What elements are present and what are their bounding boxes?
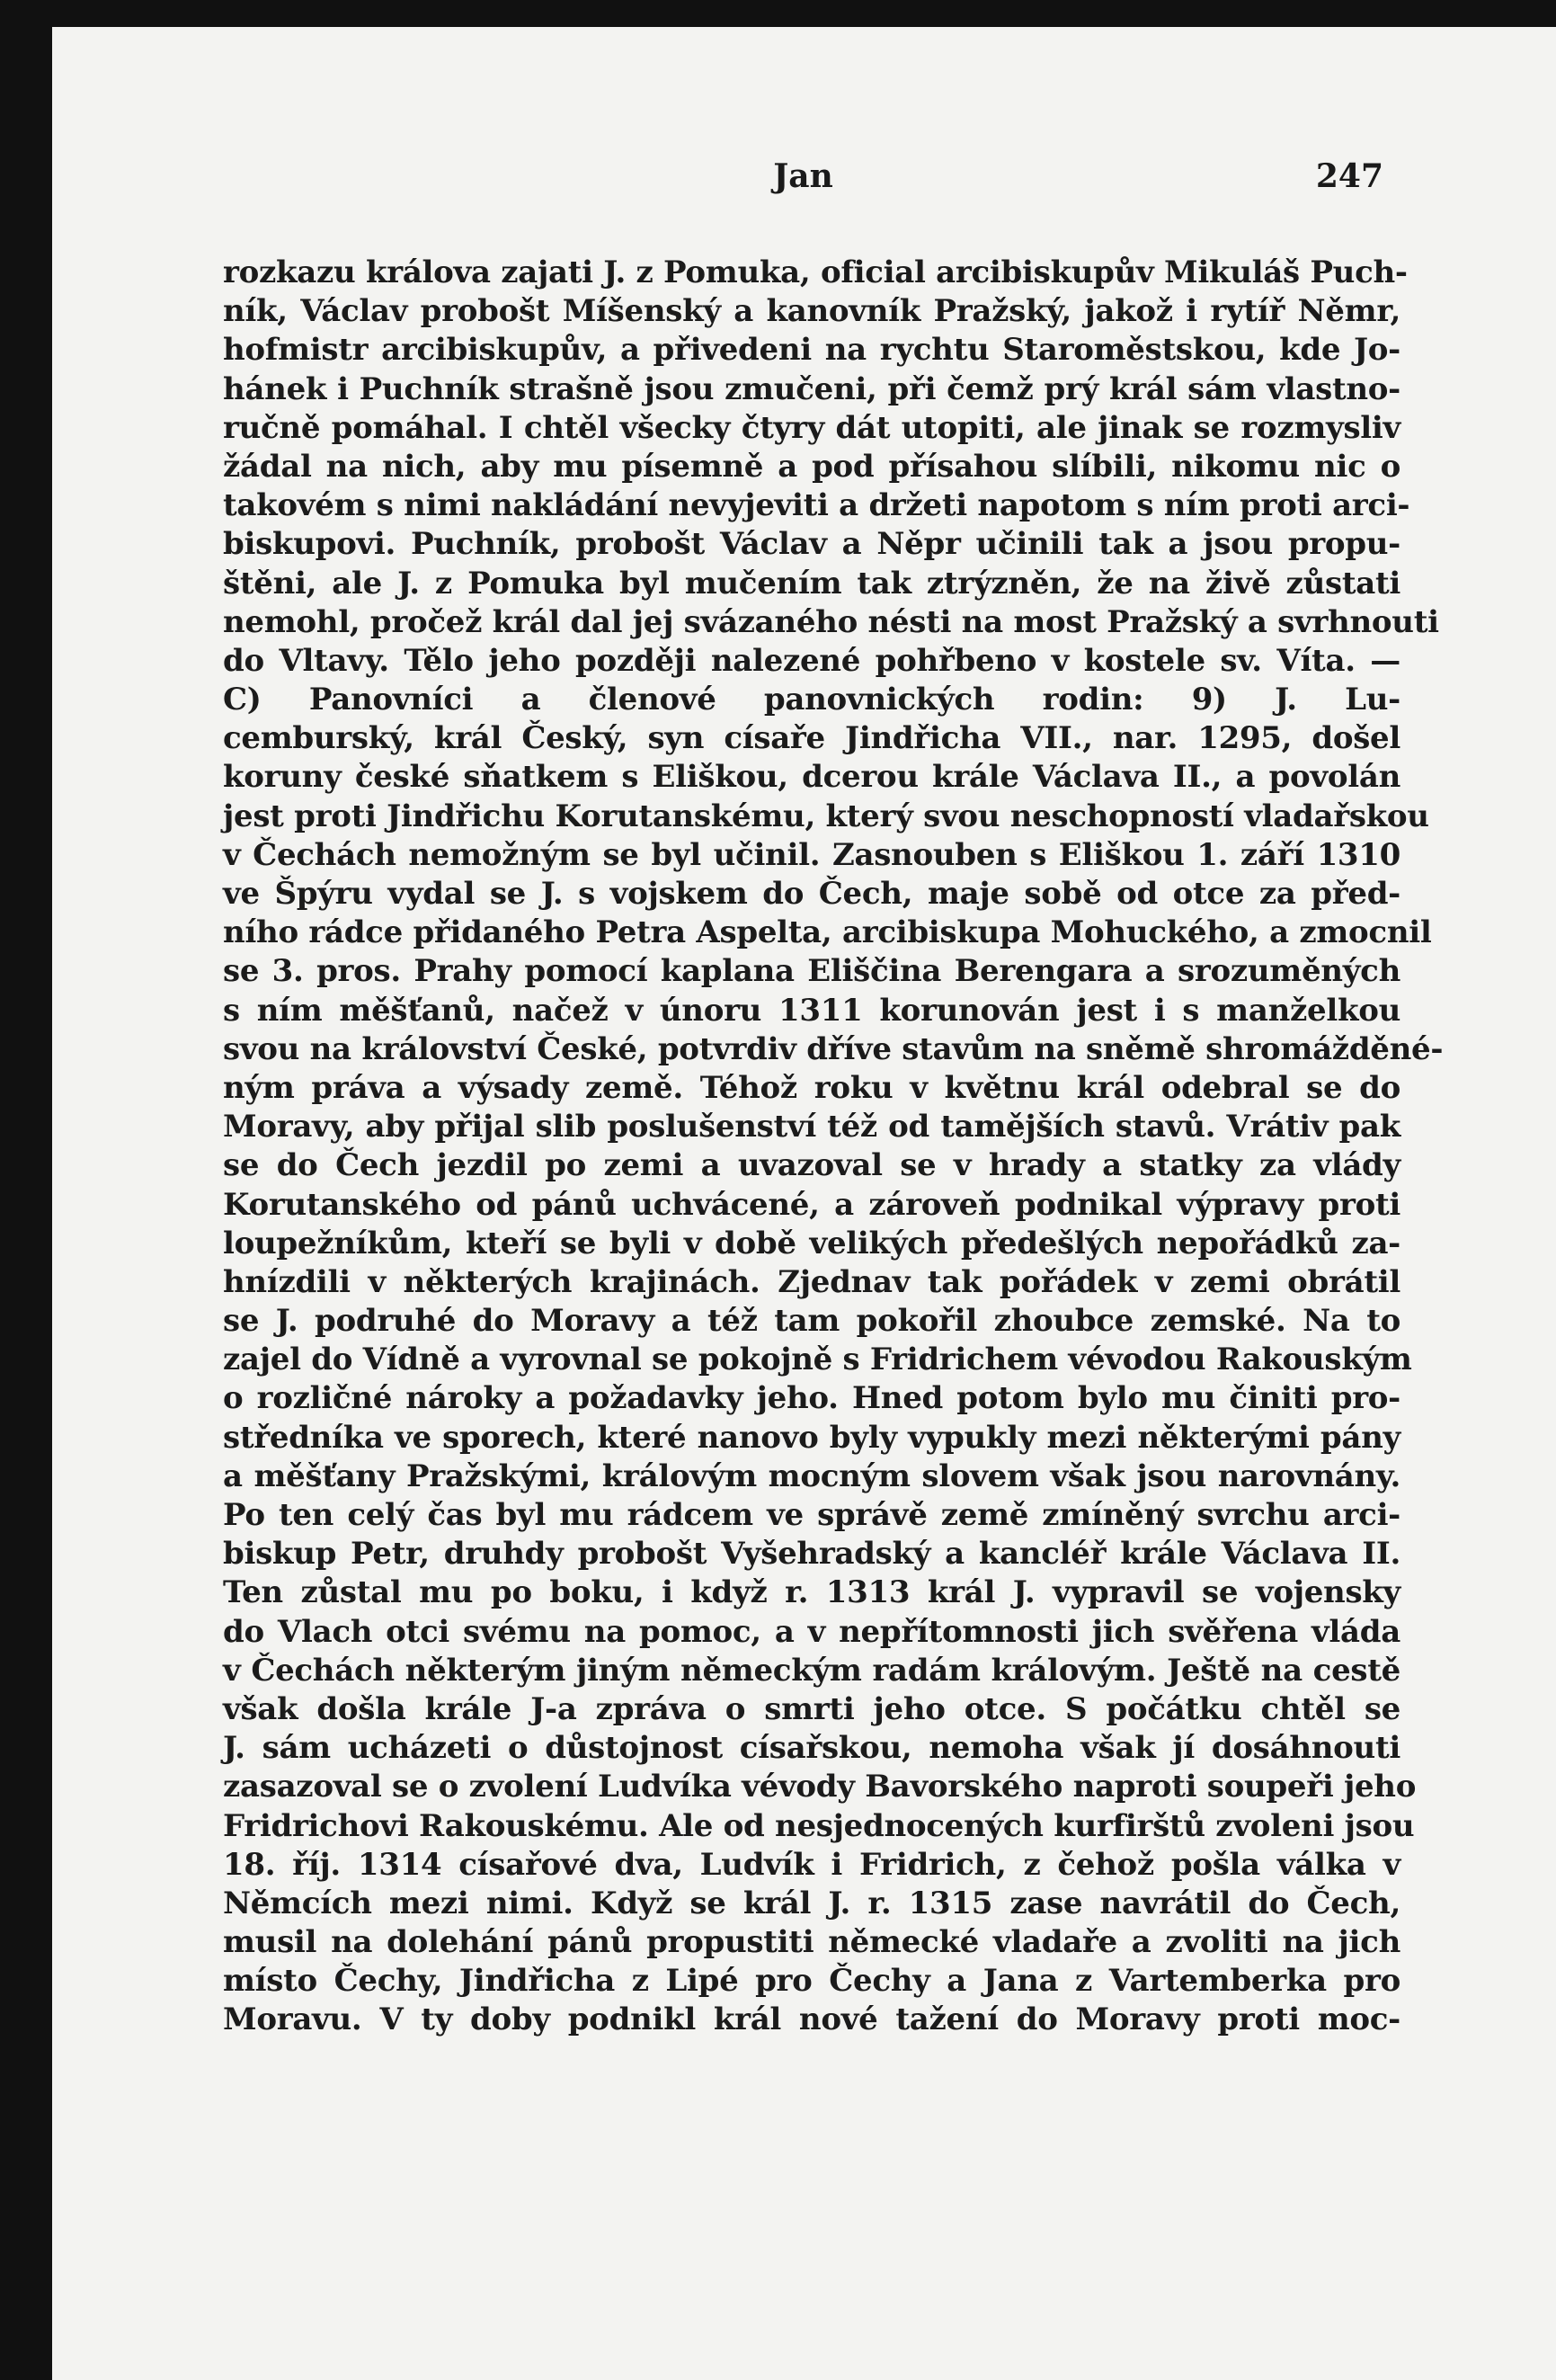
text-line: biskupovi. Puchník, probošt Václav a Něpr učinili tak a jsou propu- (223, 526, 1400, 563)
text-line: biskup Petr, druhdy probošt Vyšehradský a kancléř krále Václava II. (223, 1536, 1400, 1573)
text-line: svou na království České, potvrdiv dříve stavům na sněmě shromážděné- (223, 1030, 1444, 1067)
text-line: Moravy, aby přijal slib poslušenství též od tamějších stavů. Vrátiv pak (223, 1109, 1400, 1145)
text-line: ným práva a výsady země. Téhož roku v květnu král odebral se do (223, 1069, 1400, 1106)
text-line: štěni, ale J. z Pomuka byl mučením tak ztrýzněn, že na živě zůstati (223, 565, 1400, 602)
text-line: hánek i Puchník strašně jsou zmučeni, při čemž prý král sám vlastno- (223, 370, 1400, 407)
text-line: takovém s nimi nakládání nevyjeviti a držeti napotom s ním proti arci- (223, 487, 1410, 524)
text-line: hnízdili v některých krajinách. Zjednav tak pořádek v zemi obrátil (223, 1263, 1400, 1300)
text-line: ního rádce přidaného Petra Aspelta, arcibiskupa Mohuckého, a zmocnil (223, 914, 1432, 951)
header-title: Jan (773, 157, 833, 195)
book-page (52, 27, 1556, 2380)
text-line: s ním měšťanů, načež v únoru 1311 korunován jest i s manželkou (223, 992, 1400, 1029)
text-line: J. sám ucházeti o důstojnost císařskou, nemoha však jí dosáhnouti (223, 1730, 1400, 1767)
body-text (223, 254, 1444, 2040)
page-number: 247 (1315, 157, 1383, 195)
text-line: Ten zůstal mu po boku, i když r. 1313 král J. vypravil se vojensky (223, 1574, 1400, 1611)
text-line: jest proti Jindřichu Korutanskému, který svou neschopností vladařskou (223, 798, 1429, 834)
text-line: v Čechách některým jiným německým radám královým. Ještě na cestě (223, 1652, 1400, 1689)
text-line: musil na dolehání pánů propustiti německé vladaře a zvoliti na jich (223, 1924, 1400, 1961)
text-line: Fridrichovi Rakouskému. Ale od nesjednocených kurfirštů zvoleni jsou (223, 1807, 1415, 1844)
text-line: zajel do Vídně a vyrovnal se pokojně s Fridrichem vévodou Rakouským (223, 1342, 1412, 1378)
text-line: se 3. pros. Prahy pomocí kaplana Eliščina Berengara a srozuměných (223, 953, 1400, 990)
text-line: cemburský, král Český, syn císaře Jindřicha VII., nar. 1295, došel (223, 720, 1400, 757)
text-line: místo Čechy, Jindřicha z Lipé pro Čechy a Jana z Vartemberka pro (223, 1963, 1400, 2000)
text-line: koruny české sňatkem s Eliškou, dcerou krále Václava II., a povolán (223, 759, 1400, 796)
text-line: rozkazu králova zajati J. z Pomuka, oficial arcibiskupův Mikuláš Puch- (223, 254, 1408, 290)
text-line: se do Čech jezdil po zemi a uvazoval se v hrady a statky za vlády (223, 1147, 1400, 1184)
text-line: žádal na nich, aby mu písemně a pod přísahou slíbili, nikomu nic o (223, 448, 1400, 485)
text-line: středníka ve sporech, které nanovo byly vypukly mezi některými pány (223, 1419, 1400, 1456)
text-line: C) Panovníci a členové panovnických rodin: 9) J. Lu- (223, 682, 1400, 718)
text-line: nemohl, pročež král dal jej svázaného nésti na most Pražský a svrhnouti (223, 603, 1439, 640)
text-line: hofmistr arcibiskupův, a přivedeni na rychtu Staroměstskou, kde Jo- (223, 332, 1400, 369)
text-line: o rozličné nároky a požadavky jeho. Hned potom bylo mu činiti pro- (223, 1380, 1400, 1417)
running-header (223, 157, 1383, 211)
text-line: ník, Václav probošt Míšenský a kanovník Pražský, jakož i rytíř Němr, (223, 293, 1400, 330)
text-line: Korutanského od pánů uchvácené, a zároveň podnikal výpravy proti (223, 1186, 1400, 1223)
text-line: ve Špýru vydal se J. s vojskem do Čech, maje sobě od otce za před- (223, 876, 1400, 912)
text-line: Moravu. V ty doby podnikl král nové tažení do Moravy proti moc- (223, 2001, 1400, 2038)
text-line: Po ten celý čas byl mu rádcem ve správě země zmíněný svrchu arci- (223, 1497, 1400, 1533)
text-line: 18. říj. 1314 císařové dva, Ludvík i Fridrich, z čehož pošla válka v (223, 1846, 1400, 1883)
text-line: se J. podruhé do Moravy a též tam pokořil zhoubce zemské. Na to (223, 1303, 1400, 1340)
text-line: zasazoval se o zvolení Ludvíka vévody Bavorského naproti soupeři jeho (223, 1769, 1417, 1805)
text-line: do Vltavy. Tělo jeho později nalezené pohřbeno v kostele sv. Víta. — (223, 642, 1400, 679)
text-line: ručně pomáhal. I chtěl všecky čtyry dát utopiti, ale jinak se rozmysliv (223, 409, 1400, 446)
text-line: do Vlach otci svému na pomoc, a v nepřítomnosti jich svěřena vláda (223, 1613, 1400, 1650)
text-line: loupežníkům, kteří se byli v době velikých předešlých nepořádků za- (223, 1225, 1400, 1261)
text-line: v Čechách nemožným se byl učinil. Zasnouben s Eliškou 1. září 1310 (223, 836, 1400, 873)
text-line: a měšťany Pražskými, královým mocným slovem však jsou narovnány. (223, 1457, 1400, 1494)
text-line: však došla krále J-a zpráva o smrti jeho otce. S počátku chtěl se (223, 1690, 1400, 1727)
text-line: Němcích mezi nimi. Když se král J. r. 1315 zase navrátil do Čech, (223, 1885, 1400, 1921)
